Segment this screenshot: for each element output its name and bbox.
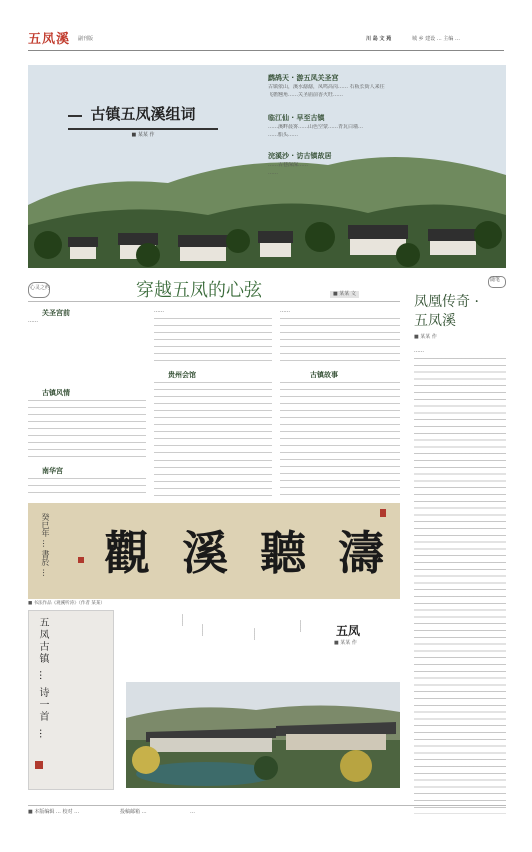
article-col-3-lines-b (280, 382, 400, 498)
calligraphy-banner (28, 503, 400, 599)
poem-3-title: 浣溪沙 · 访古镇故居 (268, 152, 332, 160)
article-col-2-lines-b (154, 382, 272, 454)
subhead-4: 贵州会馆 (168, 371, 196, 379)
calligraphy-caption: ■ 书法作品《观溪听涛》（作者 某某） (28, 601, 105, 606)
poem-2-title: 临江仙 · 早至古镇 (268, 114, 325, 122)
poem-title: 五凤 (336, 624, 361, 638)
article-col-1 (28, 308, 146, 498)
banner-left-tag-text: 心灵之约 (30, 285, 51, 291)
section-label: 副刊版 (78, 36, 94, 42)
banner-title: 穿越五凤的心弦 (136, 280, 262, 301)
poem-2-line-1: ……溪畔晨雾……山色空蒙……青瓦白墙… (268, 124, 364, 130)
subhead-2: 古镇风情 (42, 389, 70, 397)
article-col-1-lines-b (28, 478, 146, 498)
masthead-right: 城 乡 建设 … 主编 … (412, 36, 460, 42)
right-column (408, 276, 506, 816)
right-body: …… (414, 348, 424, 354)
article-col-1-lines-a (28, 400, 146, 460)
article-col-2-lines-a (154, 318, 272, 366)
calligraphy-vertical-text: 五凤古镇 … 诗一首 … (37, 617, 48, 741)
poem-col-4: …… (298, 620, 305, 632)
calligraphy-seal-2 (380, 509, 386, 517)
poem-3-line-2: …… (268, 170, 278, 176)
poem-3-line-1: ……古巷深深…… (268, 162, 309, 168)
article-col-3-text: …… (280, 308, 290, 314)
article-col-3-lines-a (280, 318, 400, 366)
banner-byline: ■ 某某 文 (330, 291, 359, 298)
poem-2-line-2: ……船头…… (268, 132, 299, 138)
subhead-1: 关圣宫前 (42, 309, 70, 317)
right-byline: ■ 某某 作 (414, 334, 437, 340)
poem-col-2: …… (200, 624, 207, 636)
article-col-1-text: …… (28, 318, 38, 324)
poem-1-line-1: 古镇依山，溪水潺潺，凤鸣高岗…… 石板长街人来往 (268, 84, 385, 90)
right-body-lines (414, 358, 506, 814)
section-banner (28, 276, 400, 302)
calligraphy-vertical-seal (35, 761, 43, 769)
title-underline (68, 128, 218, 130)
right-title-line-2: 五凤溪 (414, 313, 456, 329)
logo-text: 五凤溪 (28, 32, 71, 47)
article (28, 308, 400, 498)
footer-rule (28, 805, 506, 806)
feature-byline: ■ 某某 作 (131, 132, 155, 138)
poem-1-line-2: 飞檐翘角……关圣庙前香火旺…… (268, 92, 344, 98)
poem-col-1: …… (180, 614, 187, 626)
logo (28, 28, 73, 50)
calligraphy-main: 觀 溪 聽 濤 (104, 526, 393, 580)
feature-title: 古镇五凤溪组词 (90, 105, 196, 123)
article-col-2 (154, 308, 272, 498)
article-col-2-lines-c (154, 460, 272, 498)
bridge-scene (126, 682, 400, 788)
masthead-rule (28, 50, 504, 51)
top-feature (28, 65, 506, 268)
article-col-2-text: …… (154, 308, 164, 314)
poem-col-3: …… (252, 628, 259, 640)
footer-mid: 投稿邮箱 … (120, 809, 147, 815)
calligraphy-seal-1 (78, 557, 84, 563)
masthead (0, 0, 532, 58)
article-col-3 (280, 308, 400, 498)
subhead-5: 古镇故事 (310, 371, 338, 379)
right-title-line-1: 凤凰传奇 · (414, 294, 479, 310)
calligraphy-side: 癸巳年 … 書於 … (41, 513, 50, 577)
subhead-3: 南华宫 (42, 467, 63, 475)
poem-byline: ■ 某某 作 (334, 640, 357, 646)
footer-left: ■ 本版编辑 … 校对 … (28, 809, 80, 815)
calligraphy-vertical (28, 610, 114, 790)
poem-1-title: 鹧鸪天 · 游五凤关圣宫 (268, 74, 339, 82)
footer-right: … (190, 809, 195, 815)
poem-vertical (118, 612, 400, 688)
edition-label: 川 岛 文 苑 (366, 36, 392, 42)
right-tag-text: 随笔 (490, 277, 501, 283)
bridge-photo (126, 682, 400, 788)
